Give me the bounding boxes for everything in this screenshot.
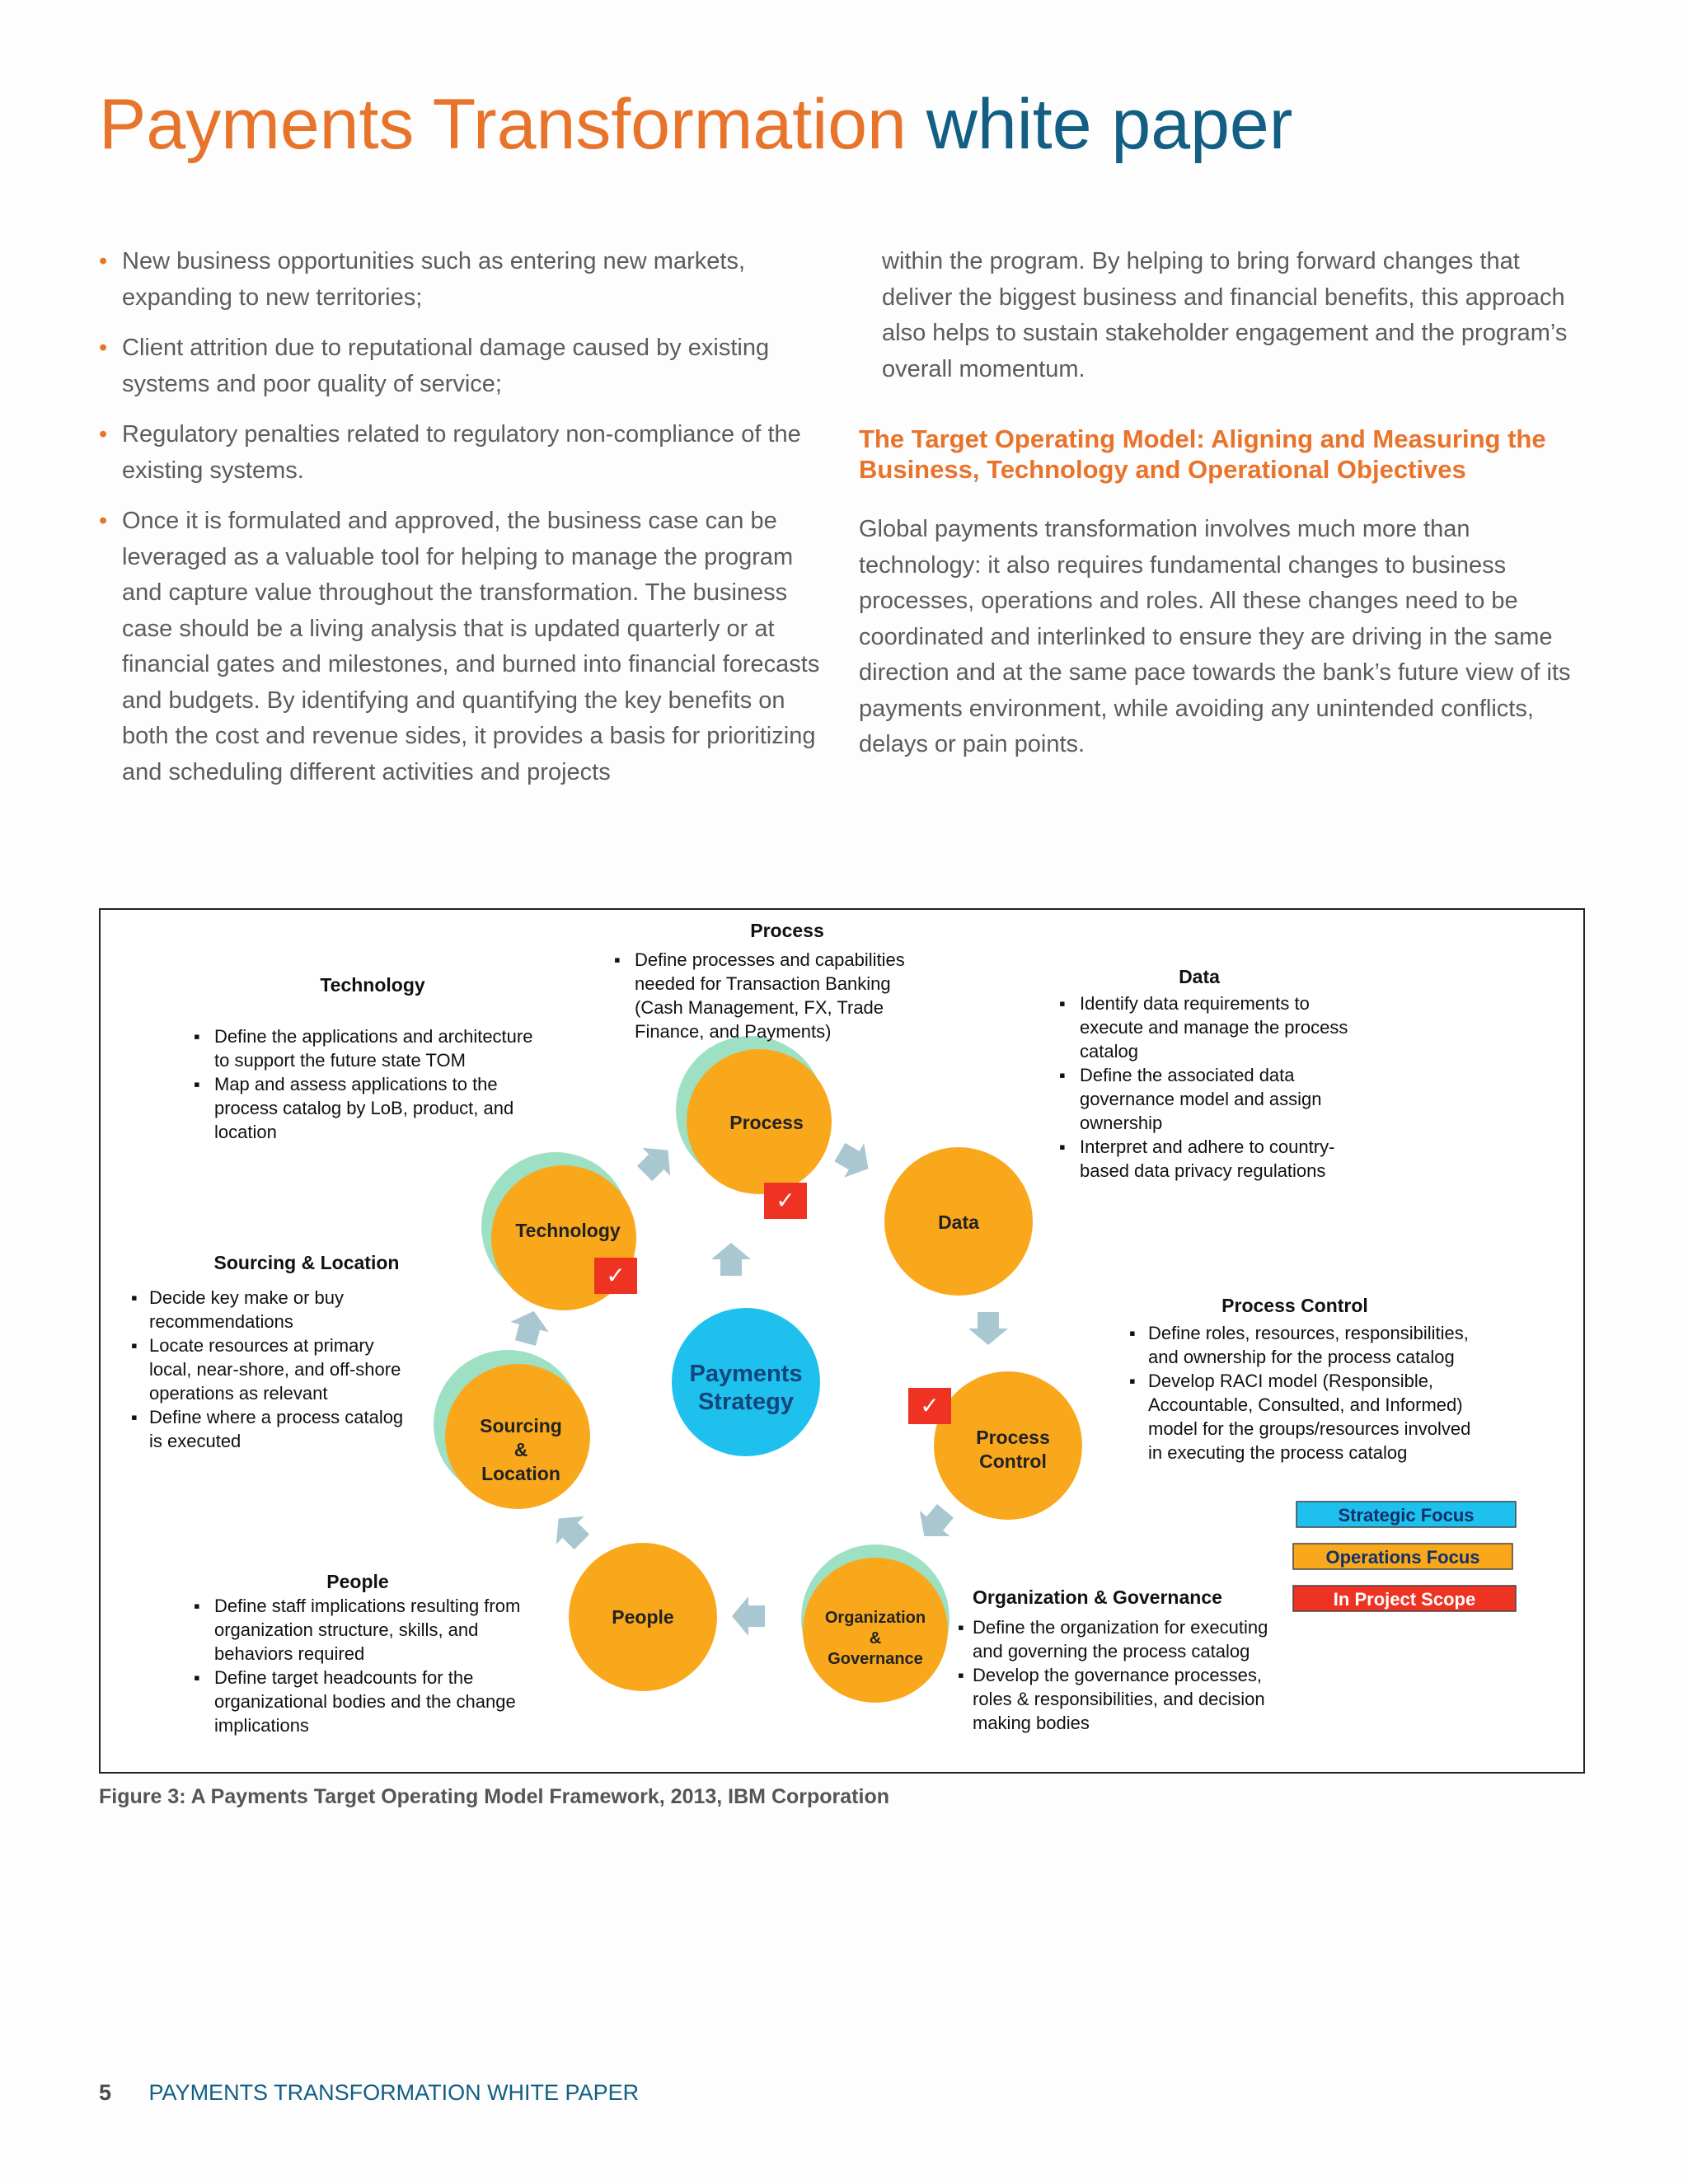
sourcing-node bbox=[445, 1364, 590, 1509]
bullet-icon: ▪ bbox=[194, 1074, 200, 1094]
svg-text:Define staff implications resu: Define staff implications resulting from bbox=[214, 1596, 521, 1616]
people-block bbox=[194, 1571, 520, 1736]
title-sub: white paper bbox=[926, 85, 1293, 164]
svg-text:making bodies: making bodies bbox=[973, 1713, 1090, 1733]
svg-text:Define where a process catalog: Define where a process catalog bbox=[149, 1407, 404, 1427]
bullet-item: • Once it is formulated and approved, the business case can be leveraged as a valuable tool for helping to manage the program and capture value throughout the transformation. The business case should be a living analysis that is updated quarterly or at financial gates and milestones, and burned into financial forecasts and budgets. By identifying and quantifying the key benefits on both the cost and revenue sides, it provides a basis for prioritizing and scheduling different activities and projects bbox=[99, 504, 824, 790]
technology-node-label: Technology bbox=[515, 1220, 621, 1241]
legend-scope-label: In Project Scope bbox=[1333, 1589, 1476, 1610]
title-main: Payments Transformation bbox=[99, 85, 907, 164]
bullet-icon: ▪ bbox=[194, 1026, 200, 1047]
data-block bbox=[1059, 966, 1348, 1181]
body-paragraph: Global payments transformation involves much more than technology: it also requires fundamental changes to business processes, operations and roles. All these changes need to be coordinated and interlinked to ensure they are driving in the same direction and at the same pace towards the bank’s future view of its payments environment, while avoiding any unintended conflicts, delays or pain points. bbox=[859, 516, 1571, 757]
bullet-icon: ▪ bbox=[131, 1287, 138, 1308]
legend bbox=[1293, 1502, 1516, 1611]
bullet-icon: ▪ bbox=[614, 949, 621, 970]
process-block bbox=[614, 920, 905, 1042]
svg-text:is executed: is executed bbox=[149, 1431, 241, 1451]
svg-text:organizational bodies and the: organizational bodies and the change bbox=[214, 1691, 516, 1712]
svg-text:Decide key make or buy: Decide key make or buy bbox=[149, 1287, 344, 1308]
section-heading: The Target Operating Model: Aligning and Measuring the Business, Technology and Operational Objectives bbox=[859, 424, 1546, 484]
figure-caption: Figure 3: A Payments Target Operating Model Framework, 2013, IBM Corporation bbox=[99, 1785, 889, 1808]
svg-text:behaviors required: behaviors required bbox=[214, 1643, 365, 1664]
sourcing-label-line2: & bbox=[513, 1439, 528, 1460]
left-column bbox=[99, 244, 824, 805]
tom-framework-figure bbox=[99, 908, 1585, 1774]
svg-text:needed for Transaction Banking: needed for Transaction Banking bbox=[635, 973, 891, 994]
svg-text:roles & responsibilities, and: roles & responsibilities, and decision bbox=[973, 1689, 1265, 1709]
svg-text:and governing the process cata: and governing the process catalog bbox=[973, 1641, 1250, 1661]
svg-text:Accountable, Consulted, and In: Accountable, Consulted, and Informed) bbox=[1148, 1394, 1463, 1415]
bullet-icon: ▪ bbox=[131, 1335, 138, 1356]
org-gov-label-line3: Governance bbox=[828, 1650, 923, 1668]
svg-text:based data privacy regulations: based data privacy regulations bbox=[1080, 1160, 1326, 1181]
bullet-item: • Client attrition due to reputational damage caused by existing systems and poor quality of service; bbox=[99, 330, 824, 402]
svg-text:(Cash Management, FX, Trade: (Cash Management, FX, Trade bbox=[635, 997, 884, 1018]
svg-text:Identify data requirements to: Identify data requirements to bbox=[1080, 993, 1310, 1014]
svg-text:Define the applications and ar: Define the applications and architecture bbox=[214, 1026, 533, 1047]
bullet-icon: ▪ bbox=[958, 1617, 964, 1638]
svg-text:Locate resources at primary: Locate resources at primary bbox=[149, 1335, 374, 1356]
svg-text:execute and manage the process: execute and manage the process bbox=[1080, 1017, 1348, 1038]
bullet-icon: ▪ bbox=[194, 1667, 200, 1688]
org-gov-label-line1: Organization bbox=[824, 1609, 926, 1627]
svg-text:✓: ✓ bbox=[776, 1188, 795, 1213]
bullet-dot-icon: • bbox=[99, 248, 108, 274]
bullet-icon: ▪ bbox=[131, 1407, 138, 1427]
continuation-paragraph: within the program. By helping to bring forward changes that deliver the biggest business and financial benefits, this approach also helps to sustain stakeholder engagement and the program’s overall momentum. bbox=[882, 248, 1568, 382]
tom-diagram bbox=[101, 910, 1583, 1772]
svg-text:and ownership for the process: and ownership for the process catalog bbox=[1148, 1347, 1455, 1367]
sourcing-label-line1: Sourcing bbox=[480, 1415, 562, 1436]
process-control-block-title: Process Control bbox=[1221, 1295, 1368, 1316]
bullet-dot-icon: • bbox=[99, 335, 108, 361]
bullet-icon: ▪ bbox=[958, 1665, 964, 1685]
svg-text:Define target headcounts for t: Define target headcounts for the bbox=[214, 1667, 474, 1688]
flow-arrow-icon bbox=[968, 1312, 1008, 1345]
svg-text:implications: implications bbox=[214, 1715, 309, 1736]
bullet-dot-icon: • bbox=[99, 421, 108, 448]
svg-text:to support the future state TO: to support the future state TOM bbox=[214, 1050, 466, 1071]
org-gov-block bbox=[958, 1586, 1268, 1733]
svg-text:catalog: catalog bbox=[1080, 1041, 1138, 1062]
center-label-line1: Payments bbox=[689, 1361, 803, 1387]
svg-text:Develop the governance process: Develop the governance processes, bbox=[973, 1665, 1262, 1685]
bullet-dot-icon: • bbox=[99, 508, 108, 534]
bullet-icon: ▪ bbox=[1059, 1137, 1066, 1157]
svg-text:local, near-shore, and off-sho: local, near-shore, and off-shore bbox=[149, 1359, 401, 1380]
footer-title: PAYMENTS TRANSFORMATION WHITE PAPER bbox=[148, 2080, 640, 2105]
center-label-line2: Strategy bbox=[697, 1389, 795, 1415]
svg-text:Develop RACI model (Responsibl: Develop RACI model (Responsible, bbox=[1148, 1371, 1434, 1391]
technology-block bbox=[194, 974, 532, 1142]
svg-text:operations as relevant: operations as relevant bbox=[149, 1383, 328, 1404]
svg-text:✓: ✓ bbox=[606, 1263, 626, 1288]
flow-arrow-icon bbox=[732, 1596, 765, 1636]
process-control-label-line1: Process bbox=[976, 1427, 1050, 1448]
bullet-icon: ▪ bbox=[1129, 1371, 1136, 1391]
bullet-list bbox=[99, 244, 824, 790]
process-block-title: Process bbox=[750, 920, 824, 941]
svg-text:✓: ✓ bbox=[920, 1393, 940, 1418]
sourcing-label-line3: Location bbox=[481, 1463, 560, 1484]
page-number: 5 bbox=[99, 2080, 112, 2105]
flow-arrow-icon bbox=[830, 1135, 879, 1186]
data-block-title: Data bbox=[1179, 966, 1220, 987]
bullet-item: • New business opportunities such as entering new markets, expanding to new territories; bbox=[99, 244, 824, 316]
svg-text:Define processes and capabilit: Define processes and capabilities bbox=[635, 949, 905, 970]
page-footer bbox=[99, 2080, 639, 2106]
svg-text:Interpret and adhere to countr: Interpret and adhere to country- bbox=[1080, 1137, 1335, 1157]
svg-text:Finance, and Payments): Finance, and Payments) bbox=[635, 1021, 832, 1042]
bullet-icon: ▪ bbox=[194, 1596, 200, 1616]
svg-text:ownership: ownership bbox=[1080, 1113, 1163, 1133]
bullet-icon: ▪ bbox=[1129, 1323, 1136, 1343]
flow-arrow-icon bbox=[909, 1498, 960, 1549]
org-gov-block-title: Organization & Governance bbox=[973, 1586, 1222, 1608]
svg-text:Define the associated data: Define the associated data bbox=[1080, 1065, 1295, 1085]
flow-arrow-icon bbox=[631, 1137, 682, 1188]
page-title bbox=[99, 85, 1293, 164]
technology-block-title: Technology bbox=[320, 974, 425, 996]
bullet-item: • Regulatory penalties related to regulatory non-compliance of the existing systems. bbox=[99, 417, 824, 489]
process-control-label-line2: Control bbox=[979, 1451, 1047, 1472]
bullet-icon: ▪ bbox=[1059, 1065, 1066, 1085]
svg-text:organization structure, skills: organization structure, skills, and bbox=[214, 1619, 479, 1640]
legend-strategic-label: Strategic Focus bbox=[1338, 1505, 1475, 1526]
right-column bbox=[859, 244, 1584, 763]
org-gov-label-line2: & bbox=[869, 1629, 882, 1647]
sourcing-block bbox=[131, 1252, 403, 1451]
svg-text:recommendations: recommendations bbox=[149, 1311, 293, 1332]
flow-arrow-icon bbox=[506, 1306, 553, 1348]
flow-arrow-icon bbox=[545, 1505, 596, 1556]
svg-text:Map and assess applications to: Map and assess applications to the bbox=[214, 1074, 498, 1094]
svg-text:model for the groups/resources: model for the groups/resources involved bbox=[1148, 1418, 1471, 1439]
process-control-block bbox=[1129, 1295, 1470, 1463]
svg-text:process catalog by LoB, produc: process catalog by LoB, product, and bbox=[214, 1098, 514, 1118]
sourcing-block-title: Sourcing & Location bbox=[213, 1252, 400, 1273]
svg-text:Define the organization for ex: Define the organization for executing bbox=[973, 1617, 1268, 1638]
people-node-label: People bbox=[612, 1606, 674, 1628]
svg-text:Define roles, resources, respo: Define roles, resources, responsibilities, bbox=[1148, 1323, 1469, 1343]
people-block-title: People bbox=[326, 1571, 389, 1592]
process-node-label: Process bbox=[729, 1112, 804, 1133]
data-node-label: Data bbox=[938, 1212, 979, 1233]
legend-operations-label: Operations Focus bbox=[1325, 1547, 1480, 1568]
flow-arrow-icon bbox=[711, 1243, 751, 1276]
svg-text:in executing the process catal: in executing the process catalog bbox=[1148, 1442, 1408, 1463]
svg-text:location: location bbox=[214, 1122, 277, 1142]
svg-text:governance model and assign: governance model and assign bbox=[1080, 1089, 1322, 1109]
bullet-icon: ▪ bbox=[1059, 993, 1066, 1014]
